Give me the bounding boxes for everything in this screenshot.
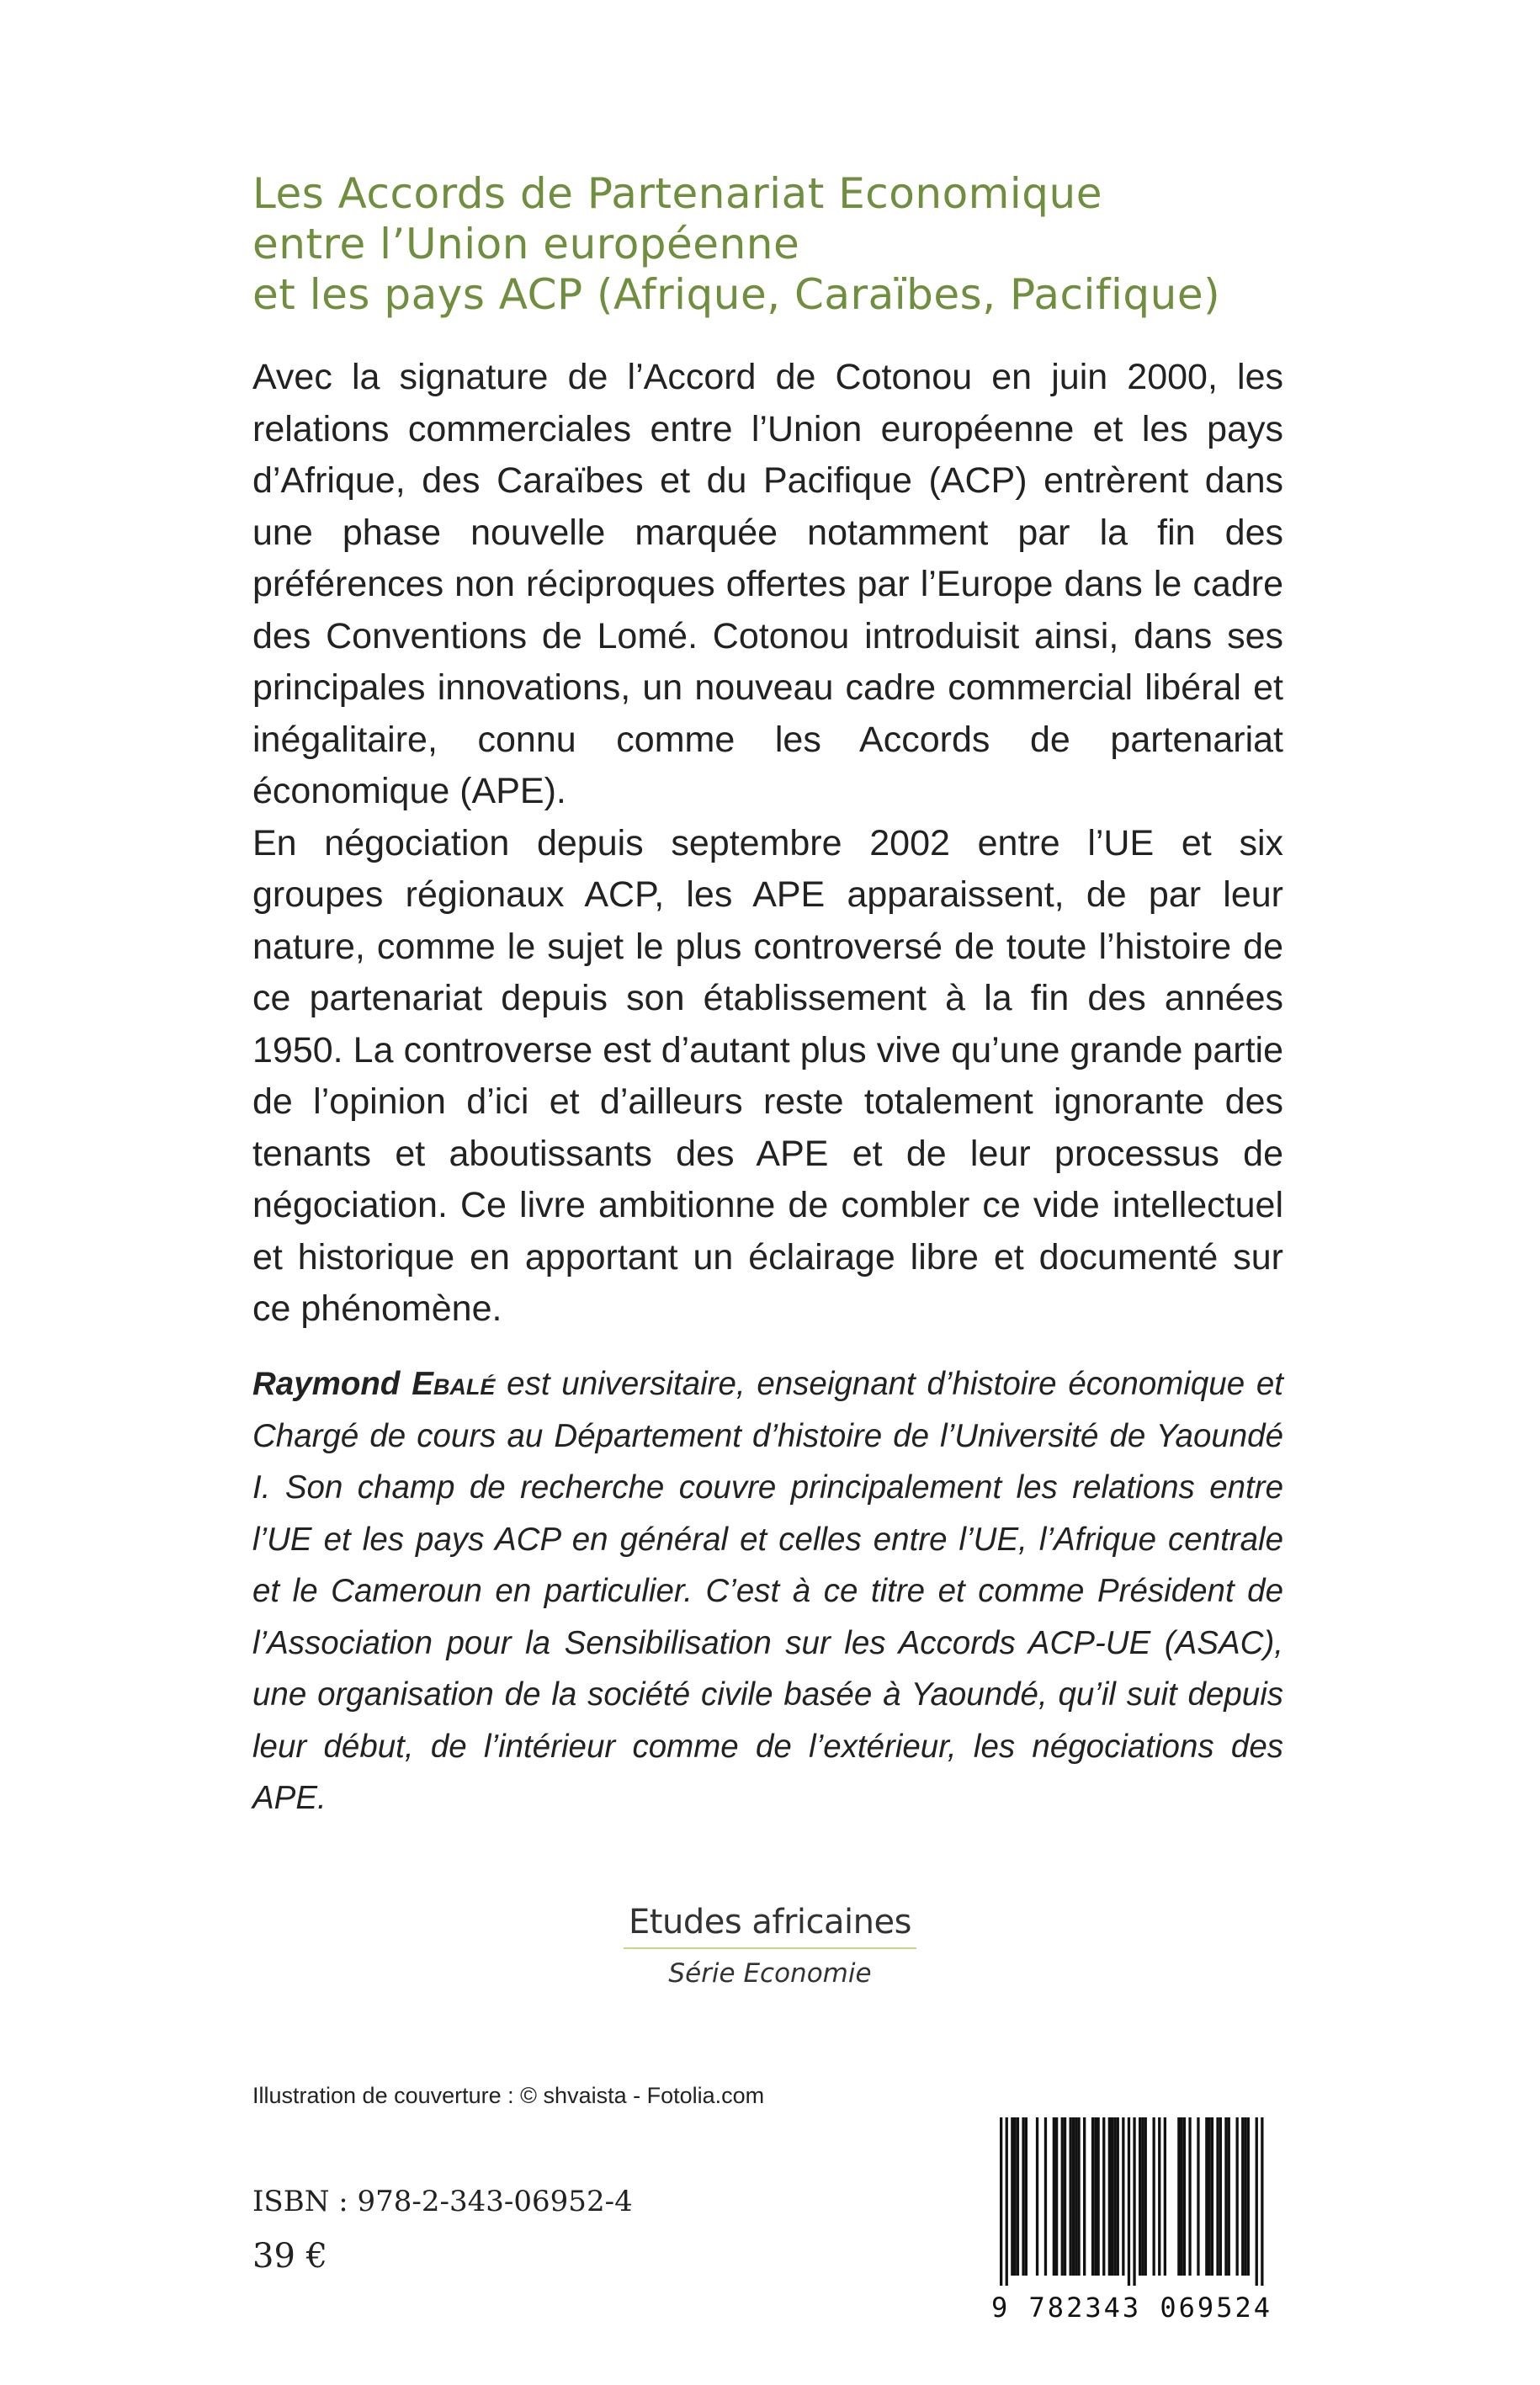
barcode-bar [1006,2117,1008,2286]
barcode-bar [1025,2117,1028,2276]
barcode-bar [1128,2117,1130,2286]
barcode-bar [1247,2117,1250,2276]
barcode-bar [1188,2117,1191,2276]
series-logo [589,1900,951,1995]
barcode-bar [1141,2117,1144,2276]
author-first-name: Raymond [252,1366,401,1402]
barcode-bar [1122,2117,1124,2276]
barcode-bar [1256,2117,1258,2286]
barcode-bar [1011,2117,1013,2276]
barcode-bar [1177,2117,1180,2276]
barcode-bar [1181,2117,1183,2276]
cover-credit: Illustration de couverture : © shvaista - Fotolia.com [252,2083,765,2108]
barcode-bar [1261,2117,1263,2286]
barcode-bar [1219,2117,1222,2276]
barcode-digits: 9 782343 069524 [991,2292,1272,2324]
barcode-bar [1064,2117,1066,2276]
barcode-bar [1117,2117,1119,2276]
book-title [252,168,1346,320]
barcode-bar [1022,2117,1024,2276]
isbn: ISBN : 978-2-343-06952-4 [252,2185,633,2218]
author-bio-text: est universitaire, enseignant d’histoire économique et Chargé de cours au Département d’histoire de l’Université de Yaoundé I. Son champ de recherche couvre principalement les relations entre l’UE et les pays ACP en général et celles entre l’UE, l’Afrique centrale et le Cameroun en particulier. C’est à ce titre et comme Président de l’Association pour la Sensibilisation sur les Accords ACP-UE (ASAC), une organisation de la société civile basée à Yaoundé, qu’il suit depuis leur début, de l’intérieur comme de l’extérieur, les négociations des APE. [252,1366,1283,1816]
barcode-bar [1083,2117,1086,2276]
barcode-bar [1133,2117,1135,2286]
barcode-bar [1228,2117,1230,2276]
barcode-bar [1224,2117,1227,2276]
barcode-bar [1036,2117,1038,2276]
barcode-bars [976,2117,1288,2286]
barcode-bar [1102,2117,1105,2276]
barcode-bar [1183,2117,1186,2276]
barcode-bar [1236,2117,1239,2276]
barcode-bar [1153,2117,1155,2276]
series-subtitle: Série Economie [668,1958,872,1989]
title-line-1: Les Accords de Partenariat Economique [252,169,1102,218]
barcode [976,2117,1288,2316]
barcode-bar [1072,2117,1075,2276]
barcode-bar [1164,2117,1166,2276]
barcode-bar [1075,2117,1077,2276]
barcode-bar [1014,2117,1017,2276]
barcode-bar [1070,2117,1072,2276]
author-last-name: Ebalé [412,1366,496,1402]
barcode-bar [1111,2117,1113,2276]
barcode-bar [1205,2117,1208,2276]
barcode-bar [1144,2117,1147,2276]
barcode-bar [1216,2117,1219,2276]
series-title: Etudes africaines [624,1900,916,1949]
summary-paragraph-2: En négociation depuis septembre 2002 entre l’UE et six groupes régionaux ACP, les APE apparaissent, de par leur nature, comme le sujet le plus controversé de toute l’histoire de ce partenariat depuis son établissement à la fin des années 1950. La controverse est d’autant plus vive qu’une grande partie de l’opinion d’ici et d’ailleurs reste totalement ignorante des tenants et aboutissants des APE et de leur processus de négociation. Ce livre ambitionne de combler ce vide intellectuel et historique en apportant un éclairage libre et documenté sur ce phénomène. [252,822,1283,1329]
price: 39 € [252,2237,328,2276]
barcode-bar [1139,2117,1141,2276]
barcode-bar [1208,2117,1211,2276]
title-line-2: entre l’Union européenne [252,220,800,268]
barcode-bar [1158,2117,1160,2276]
barcode-bar [1094,2117,1097,2276]
barcode-bar [1000,2117,1002,2286]
barcode-bar [1053,2117,1055,2276]
barcode-bar [1044,2117,1047,2276]
summary-paragraph-1: Avec la signature de l’Accord de Cotonou en juin 2000, les relations commerciales entre l’Union européenne et les pays d’Afrique, des Caraïbes et du Pacifique (ACP) entrèrent dans une phase nouvelle marquée notamment par la fin des préférences non réciproques offertes par l’Europe dans le cadre des Conventions de Lomé. Cotonou introduisit ainsi, dans ses principales innovations, un nouveau cadre commercial libéral et inégalitaire, connu comme les Accords de partenariat économique (APE). [252,357,1283,811]
barcode-bar [1197,2117,1199,2276]
author-bio [252,1358,1283,1825]
barcode-bar [1061,2117,1064,2276]
barcode-bar [1055,2117,1058,2276]
barcode-bar [1244,2117,1246,2276]
barcode-bar [1017,2117,1019,2276]
barcode-bar [1077,2117,1080,2276]
barcode-bar [1108,2117,1111,2276]
barcode-bar [1097,2117,1100,2276]
barcode-bar [1113,2117,1116,2276]
barcode-bar [1211,2117,1213,2276]
book-summary [252,352,1283,1336]
barcode-bar [1241,2117,1244,2276]
barcode-bar [1091,2117,1094,2276]
title-line-3: et les pays ACP (Afrique, Caraïbes, Pacifique) [252,270,1221,319]
